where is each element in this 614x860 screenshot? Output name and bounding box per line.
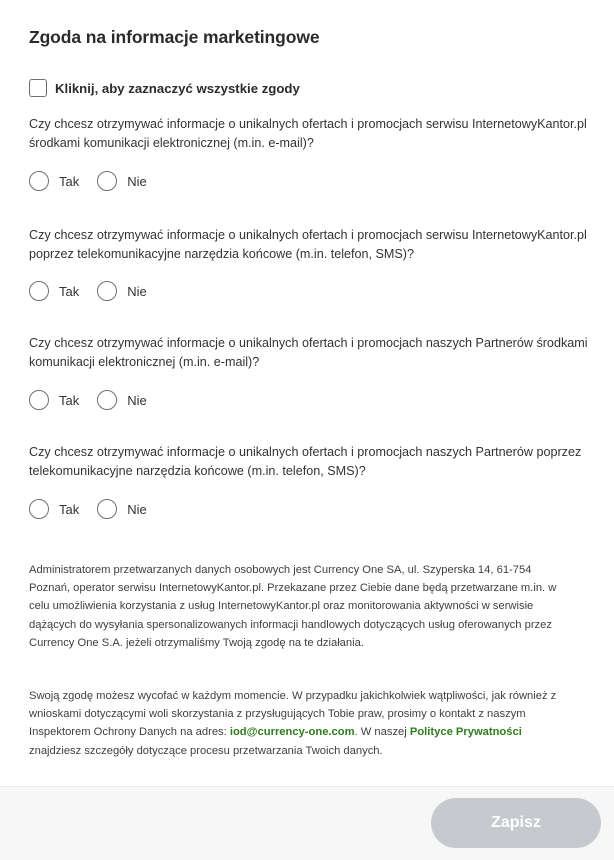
withdraw-consent-info [29,687,574,760]
select-all-checkbox[interactable] [29,79,47,97]
withdraw-text-3: znajdziesz szczegóły dotyczące procesu przetwarzania Twoich danych. [29,744,383,757]
consent-1-yes-option[interactable] [29,171,79,191]
consent-question-2: Czy chcesz otrzymywać informacje o unikalnych ofertach i promocjach serwisu InternetowyKantor.pl poprzez telekomunikacyjne narzędzia końcowe (m.in. telefon, SMS)? [29,228,587,261]
consent-1-no-label[interactable]: Nie [127,173,147,189]
consent-3-yes-radio[interactable] [29,390,49,410]
select-all-row[interactable] [29,79,300,97]
consent-3-yes-label[interactable]: Tak [59,392,80,408]
consent-4-no-label[interactable]: Nie [127,501,147,517]
consent-1-no-option[interactable] [97,171,147,191]
consent-3-no-radio[interactable] [97,390,117,410]
consent-3-yes-option[interactable] [29,390,79,410]
consent-3-no-label[interactable]: Nie [127,392,147,408]
consent-2-no-radio[interactable] [97,281,117,301]
consent-question-1: Czy chcesz otrzymywać informacje o unikalnych ofertach i promocjach serwisu InternetowyKantor.pl środkami komunikacji elektronicznej (m.in. e-mail)? [29,117,587,150]
consent-2-no-option[interactable] [97,281,147,301]
consent-4-yes-option[interactable] [29,499,79,519]
consent-1-yes-radio[interactable] [29,171,49,191]
consent-options-4 [29,499,165,519]
page-title: Zgoda na informacje marketingowe [29,27,320,47]
consent-1-no-radio[interactable] [97,171,117,191]
consent-options-3 [29,390,165,410]
save-button[interactable]: Zapisz [431,798,601,848]
consent-options-1 [29,171,165,191]
iod-email-link[interactable]: iod@currency-one.com [229,726,355,739]
data-processing-info: Administratorem przetwarzanych danych osobowych jest Currency One SA, ul. Szyperska 14, 61-754 Poznań, operator serwisu InternetowyKantor.pl. Przekazane przez Ciebie dane będą przetwarzane m.in. w celu umożliwienia korzystania z usług InternetowyKantor.pl oraz monitorowania aktywności w serwisie dążących do wysyłania spersonalizowanych informacji handlowych dotyczących usług oferowanych przez Currency One S.A. jeżeli otrzymaliśmy Twoją zgodę na te działania. [29,564,557,649]
consent-4-no-option[interactable] [97,499,147,519]
consent-question-4: Czy chcesz otrzymywać informacje o unikalnych ofertach i promocjach naszych Partnerów poprzez telekomunikacyjne narzędzia końcowe (m.in. telefon, SMS)? [29,445,582,478]
consent-1-yes-label[interactable]: Tak [59,173,80,189]
privacy-policy-link[interactable]: Polityce Prywatności [409,726,522,739]
consent-4-yes-label[interactable]: Tak [59,501,80,517]
consent-2-yes-option[interactable] [29,281,79,301]
consent-3-no-option[interactable] [97,390,147,410]
select-all-label[interactable]: Kliknij, aby zaznaczyć wszystkie zgody [55,80,300,96]
withdraw-text-2: . W naszej [354,726,410,739]
consent-2-yes-label[interactable]: Tak [59,283,80,299]
consent-2-yes-radio[interactable] [29,281,49,301]
consent-4-no-radio[interactable] [97,499,117,519]
consent-2-no-label[interactable]: Nie [127,283,147,299]
consent-question-3: Czy chcesz otrzymywać informacje o unikalnych ofertach i promocjach naszych Partnerów środkami komunikacji elektronicznej (m.in. e-mail)? [29,336,588,369]
consent-options-2 [29,281,165,301]
withdraw-text-1: Swoją zgodę możesz wycofać w każdym momencie. W przypadku jakichkolwiek wątpliwości, jak również z wnioskami dotyczącymi woli skorzystania z przysługujących Tobie praw, prosimy o kontakt z naszym Inspektorem Ochrony Danych na adres: [29,690,557,739]
consent-4-yes-radio[interactable] [29,499,49,519]
